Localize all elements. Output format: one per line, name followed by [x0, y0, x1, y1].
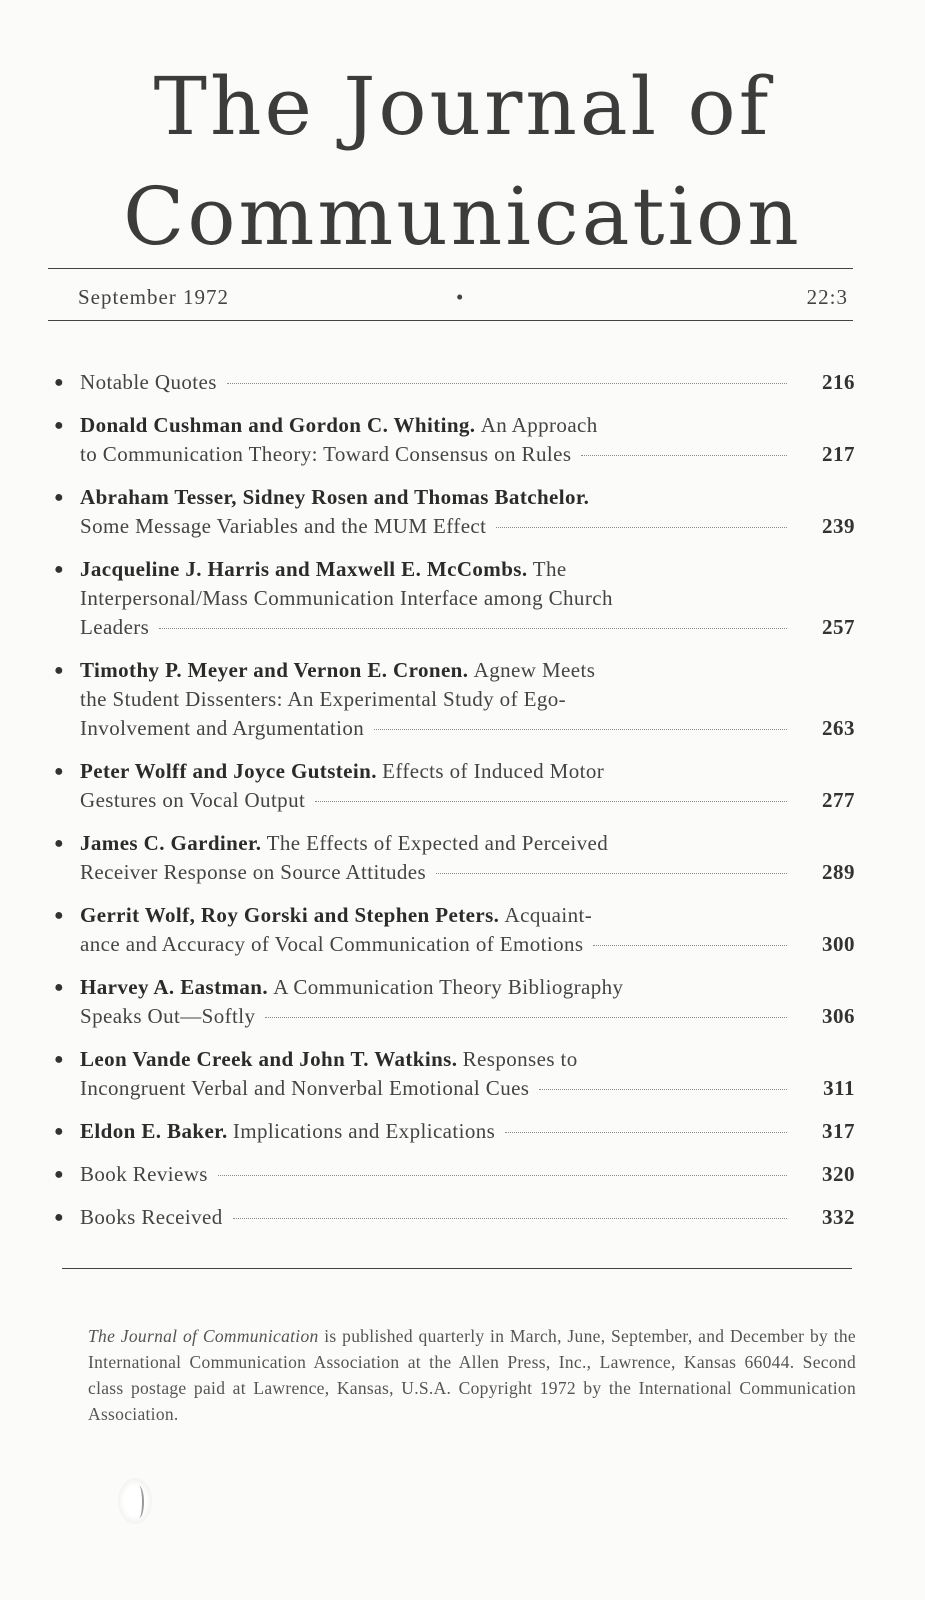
- dot-leader: [233, 1218, 787, 1219]
- toc-page-number: 289: [822, 860, 855, 884]
- publication-notice: [88, 1323, 856, 1427]
- toc-title: Notable Quotes: [80, 370, 217, 394]
- toc-authors: Donald Cushman and Gordon C. Whiting.: [80, 413, 476, 437]
- toc-entry[interactable]: [50, 973, 855, 1031]
- toc-title: Gestures on Vocal Output: [80, 788, 306, 812]
- issue-separator: •: [456, 285, 465, 309]
- issue-volume: 22:3: [806, 285, 848, 309]
- dot-leader: [496, 527, 787, 528]
- toc-title: Incongruent Verbal and Nonverbal Emotional Cues: [80, 1076, 530, 1100]
- bullet-icon: ●: [54, 907, 64, 924]
- toc-page-number: 332: [822, 1205, 855, 1229]
- bullet-icon: ●: [54, 489, 64, 506]
- toc-entry[interactable]: [50, 483, 855, 541]
- dot-leader: [436, 873, 787, 874]
- toc-entry[interactable]: [50, 368, 855, 397]
- toc-page-number: 239: [822, 514, 855, 538]
- bullet-icon: ●: [54, 417, 64, 434]
- toc-title: Involvement and Argumentation: [80, 716, 365, 740]
- toc-page-number: 257: [822, 615, 855, 639]
- toc-authors: Timothy P. Meyer and Vernon E. Cronen.: [80, 658, 469, 682]
- toc-entry[interactable]: [50, 411, 855, 469]
- toc-entry[interactable]: [50, 1160, 855, 1189]
- bullet-icon: ●: [54, 662, 64, 679]
- dot-leader: [505, 1132, 787, 1133]
- toc-entry[interactable]: [50, 1117, 855, 1146]
- journal-name-italic: The Journal of Communication: [88, 1326, 319, 1346]
- bullet-icon: ●: [54, 1051, 64, 1068]
- toc-title: Speaks Out—Softly: [80, 1004, 256, 1028]
- toc-title: Books Received: [80, 1205, 223, 1229]
- toc-title: Agnew Meets: [473, 658, 596, 682]
- toc-page-number: 317: [822, 1119, 855, 1143]
- issue-rule: [48, 320, 853, 321]
- bullet-icon: ●: [54, 561, 64, 578]
- bullet-icon: ●: [54, 1209, 64, 1226]
- dot-leader: [539, 1089, 787, 1090]
- toc-title: Effects of Induced Motor: [382, 759, 605, 783]
- dot-leader: [581, 455, 787, 456]
- toc-authors: Harvey A. Eastman.: [80, 975, 269, 999]
- toc-title: the Student Dissenters: An Experimental Study of Ego-: [80, 687, 567, 711]
- dot-leader: [218, 1175, 787, 1176]
- toc-title: Interpersonal/Mass Communication Interface among Church: [80, 586, 613, 610]
- bullet-icon: ●: [54, 374, 64, 391]
- toc-page-number: 306: [822, 1004, 855, 1028]
- toc-title: Acquaint-: [504, 903, 593, 927]
- dot-leader: [374, 729, 787, 730]
- toc-entry[interactable]: [50, 1045, 855, 1103]
- publication-notice-text: is published quarterly in March, June, September, and December by the International Communication Association at the Allen Press, Inc., Lawrence, Kansas 66044. Second class postage paid at Lawrence, Kansas, U.S.A. Copyright 1972 by the International Communication Association.: [88, 1326, 856, 1424]
- masthead-line-2: Communication: [123, 170, 802, 263]
- toc-title: Some Message Variables and the MUM Effect: [80, 514, 487, 538]
- dot-leader: [227, 383, 787, 384]
- toc-entry[interactable]: [50, 757, 855, 815]
- toc-title: Leaders: [80, 615, 150, 639]
- bullet-icon: ●: [54, 763, 64, 780]
- paper-smudge: [118, 1478, 152, 1524]
- table-of-contents: [50, 368, 855, 1246]
- toc-entry[interactable]: [50, 1203, 855, 1232]
- toc-title: A Communication Theory Bibliography: [273, 975, 624, 999]
- toc-authors: Abraham Tesser, Sidney Rosen and Thomas Batchelor.: [80, 485, 590, 509]
- toc-authors: Gerrit Wolf, Roy Gorski and Stephen Peters.: [80, 903, 500, 927]
- bullet-icon: ●: [54, 1166, 64, 1183]
- bullet-icon: ●: [54, 979, 64, 996]
- toc-authors: Peter Wolff and Joyce Gutstein.: [80, 759, 377, 783]
- dot-leader: [265, 1017, 787, 1018]
- toc-title: The Effects of Expected and Perceived: [266, 831, 609, 855]
- masthead-line-1: The Journal of: [153, 60, 772, 153]
- bottom-rule: [62, 1268, 852, 1269]
- toc-page-number: 217: [822, 442, 855, 466]
- toc-page-number: 320: [822, 1162, 855, 1186]
- toc-title: Responses to: [462, 1047, 578, 1071]
- toc-page-number: 300: [822, 932, 855, 956]
- dot-leader: [159, 628, 787, 629]
- bullet-icon: ●: [54, 1123, 64, 1140]
- bullet-icon: ●: [54, 835, 64, 852]
- toc-entry[interactable]: [50, 555, 855, 642]
- journal-masthead: [0, 52, 925, 272]
- toc-title: An Approach: [480, 413, 598, 437]
- toc-title: Implications and Explications: [232, 1119, 496, 1143]
- dot-leader: [315, 801, 787, 802]
- toc-title: ance and Accuracy of Vocal Communication of Emotions: [80, 932, 584, 956]
- toc-page-number: 311: [823, 1076, 855, 1100]
- toc-page-number: 216: [822, 370, 855, 394]
- issue-info: [78, 285, 848, 315]
- top-rule: [48, 268, 853, 269]
- toc-authors: Eldon E. Baker.: [80, 1119, 228, 1143]
- toc-page-number: 263: [822, 716, 855, 740]
- toc-entry[interactable]: [50, 656, 855, 743]
- toc-authors: Leon Vande Creek and John T. Watkins.: [80, 1047, 458, 1071]
- toc-entry[interactable]: [50, 829, 855, 887]
- toc-entry[interactable]: [50, 901, 855, 959]
- toc-authors: James C. Gardiner.: [80, 831, 262, 855]
- issue-date: September 1972: [78, 285, 230, 309]
- toc-title: Receiver Response on Source Attitudes: [80, 860, 427, 884]
- toc-page-number: 277: [822, 788, 855, 812]
- toc-title: to Communication Theory: Toward Consensus on Rules: [80, 442, 572, 466]
- toc-authors: Jacqueline J. Harris and Maxwell E. McCombs.: [80, 557, 528, 581]
- dot-leader: [593, 945, 787, 946]
- toc-title: The: [532, 557, 567, 581]
- toc-title: Book Reviews: [80, 1162, 208, 1186]
